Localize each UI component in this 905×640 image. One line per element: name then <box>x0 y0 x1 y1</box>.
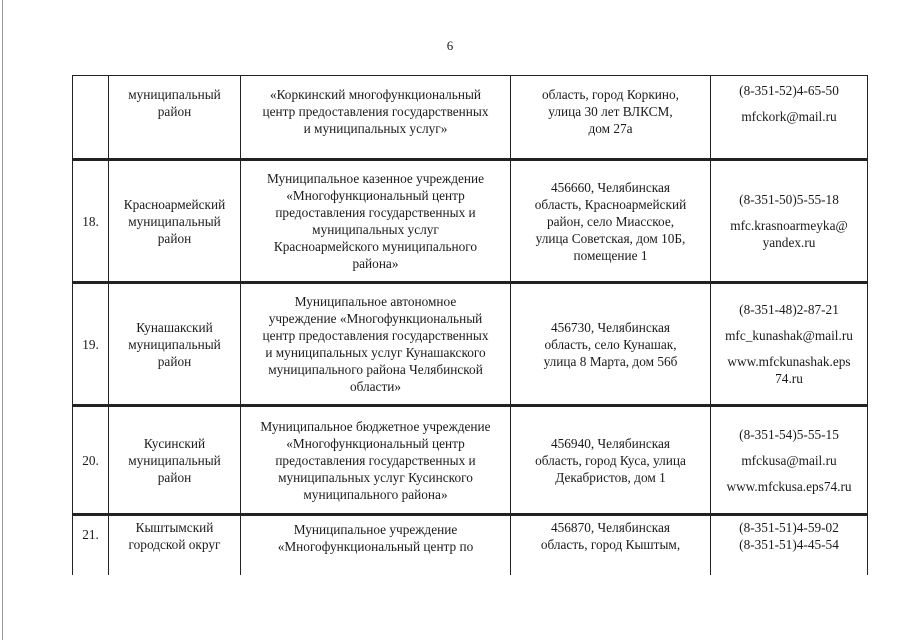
phone-text: (8-351-48)2-87-21 <box>739 302 839 317</box>
district-cell: Кыштымский городской округ <box>109 515 241 575</box>
district-cell: муниципальный район <box>109 76 241 160</box>
institution-name-cell: «Коркинский многофункциональный центр предоставления государственных и муниципальных услуг» <box>241 76 511 160</box>
row-number: 18. <box>73 160 109 283</box>
institution-name-cell: Муниципальное учреждение «Многофункциональный центр по <box>241 515 511 575</box>
address-cell: 456940, Челябинская область, город Куса, улица Декабристов, дом 1 <box>511 406 711 515</box>
page-number: 6 <box>446 38 454 53</box>
institution-name-cell: Муниципальное казенное учреждение «Многофункциональный центр предоставления государственных и муниципальных услуг Красноармейского муниципального района» <box>241 160 511 283</box>
contacts-cell <box>711 160 868 283</box>
row-number: 19. <box>73 283 109 406</box>
contacts-cell <box>711 283 868 406</box>
address-cell: область, город Коркино, улица 30 лет ВЛКСМ, дом 27а <box>511 76 711 160</box>
mfc-table <box>72 75 868 575</box>
contacts-cell <box>711 76 868 160</box>
institution-name-cell: Муниципальное автономное учреждение «Многофункциональный центр предоставления государственных и муниципальных услуг Кунашакского муниципального района Челябинской области» <box>241 283 511 406</box>
phone-text: (8-351-51)4-59-02 <box>739 520 839 535</box>
phone-text: (8-351-52)4-65-50 <box>739 83 839 98</box>
table-row <box>73 76 868 160</box>
row-number: 20. <box>73 406 109 515</box>
email-text: mfc_kunashak@mail.ru <box>725 328 853 343</box>
district-cell: Красноармейский муниципальный район <box>109 160 241 283</box>
address-cell: 456870, Челябинская область, город Кыштым, <box>511 515 711 575</box>
district-cell: Кунашакский муниципальный район <box>109 283 241 406</box>
row-number <box>73 76 109 160</box>
address-cell: 456660, Челябинская область, Красноармейский район, село Миасское, улица Советская, дом 10Б, помещение 1 <box>511 160 711 283</box>
row-number: 21. <box>73 515 109 575</box>
contacts-cell <box>711 515 868 575</box>
table-row <box>73 283 868 406</box>
address-cell: 456730, Челябинская область, село Кунашак, улица 8 Марта, дом 56б <box>511 283 711 406</box>
contacts-cell <box>711 406 868 515</box>
page-edge-line <box>2 0 3 640</box>
phone-text: (8-351-54)5-55-15 <box>739 426 839 442</box>
table-row <box>73 160 868 283</box>
website-text: www.mfckunashak.eps 74.ru <box>727 354 851 386</box>
phone-text: (8-351-50)5-55-18 <box>739 192 839 207</box>
table-row <box>73 515 868 575</box>
institution-name-cell: Муниципальное бюджетное учреждение «Многофункциональный центр предоставления государственных и муниципальных услуг Кусинского муниципального района» <box>241 406 511 515</box>
phone-text: (8-351-51)4-45-54 <box>739 537 839 552</box>
website-text: www.mfckusa.eps74.ru <box>726 478 852 494</box>
district-cell: Кусинский муниципальный район <box>109 406 241 515</box>
email-text: mfckusa@mail.ru <box>741 452 837 468</box>
email-text: mfc.krasnoarmeyka@ yandex.ru <box>730 218 848 250</box>
email-text: mfckork@mail.ru <box>741 109 837 124</box>
table-row <box>73 406 868 515</box>
